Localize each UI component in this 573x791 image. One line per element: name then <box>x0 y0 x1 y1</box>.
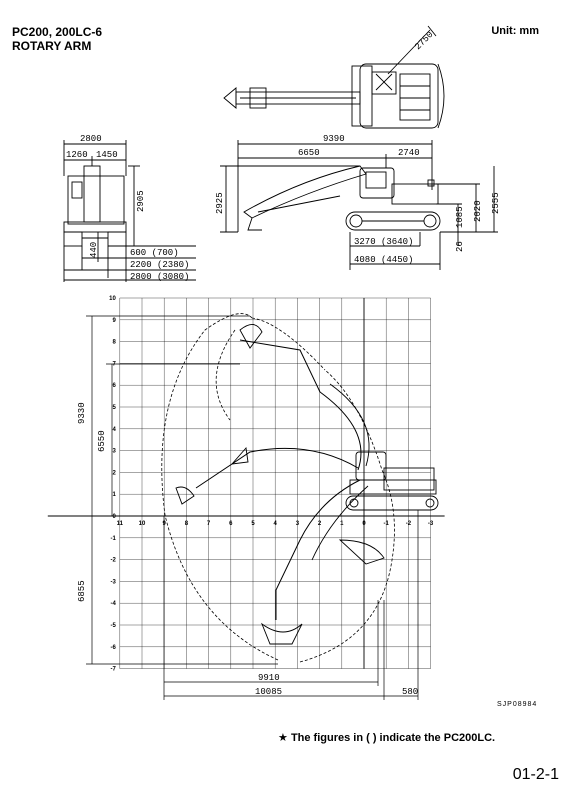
front-view-body <box>64 222 126 232</box>
axis-tick-label: 2 <box>317 521 322 527</box>
dim-text-dig-depth: 6855 <box>77 580 87 602</box>
top-view-track-left <box>352 66 372 126</box>
axis-tick-label: -6 <box>110 644 116 651</box>
dim-text-reach-ground: 9910 <box>258 673 280 683</box>
axis-tick-label: -3 <box>427 521 434 527</box>
axis-tick-label: -2 <box>405 521 412 527</box>
drawing-reference: SJP08984 <box>497 701 538 708</box>
dim-text-track-length: 4080 (4450) <box>354 255 414 265</box>
axis-tick-label: 5 <box>112 405 116 411</box>
wr-bucket-mid <box>176 487 194 504</box>
axis-tick-label: 9 <box>112 317 116 324</box>
dim-text-front-width: 2800 <box>80 134 102 144</box>
dim-text-side-height: 2925 <box>215 192 225 214</box>
top-view-counterweight <box>438 64 444 128</box>
top-view-engine-hood <box>400 74 430 120</box>
dim-text-shoe: 600 (700) <box>130 248 179 258</box>
axis-tick-label: -2 <box>110 557 116 564</box>
wr-boom-deep <box>273 480 360 620</box>
dim-text-front-sub2: 1450 <box>96 150 118 160</box>
dim-text-overall-length: 9390 <box>323 134 345 144</box>
model-title: PC200, 200LC-6 <box>12 25 103 39</box>
dim-text-gauge: 2200 (2380) <box>130 260 190 270</box>
axis-tick-label: -5 <box>110 623 116 629</box>
axis-tick-label: 5 <box>251 521 255 527</box>
working-range-dims <box>86 316 418 700</box>
axis-tick-label: 6 <box>229 521 233 527</box>
dim-text-2750: 2750 <box>413 29 436 53</box>
axis-tick-label: 4 <box>273 521 277 527</box>
dim-text-track-width: 2800 (3080) <box>130 272 190 282</box>
axis-tick-label: -7 <box>110 666 116 673</box>
front-view-track-left <box>64 232 82 246</box>
working-range-ticks <box>109 296 434 673</box>
wr-bucket-high <box>240 324 262 348</box>
page-number: 01-2-1 <box>512 766 559 783</box>
front-view-cab <box>68 176 124 224</box>
axis-tick-label: 1 <box>340 521 344 527</box>
dim-text-ground: 440 <box>89 241 99 258</box>
dim-text-rear-length: 2740 <box>398 148 420 158</box>
star-icon: ★ <box>278 732 288 744</box>
wr-boom-mid <box>196 448 358 488</box>
side-view-engine <box>392 184 438 204</box>
dim-text-front-length: 6650 <box>298 148 320 158</box>
axis-tick-label: 3 <box>112 448 116 455</box>
top-view-cab <box>372 72 396 94</box>
axis-tick-label: 10 <box>138 521 146 527</box>
axis-tick-label: 2 <box>112 470 116 477</box>
axis-tick-label: -1 <box>110 535 116 542</box>
section-title: ROTARY ARM <box>12 39 92 53</box>
dim-text-overall-height: 2555 <box>491 192 501 214</box>
axis-tick-label: 8 <box>112 339 116 346</box>
dim-text-max-height: 9330 <box>77 402 87 424</box>
axis-tick-label: 3 <box>295 521 300 527</box>
dim-text-cab-height: 2020 <box>473 200 483 222</box>
dim-text-tail: 580 <box>402 687 419 697</box>
side-view-boom <box>244 166 366 218</box>
wr-bucket-deep <box>262 624 302 644</box>
dim-text-front-sub1: 1260 <box>66 150 88 160</box>
dim-text-max-reach: 10085 <box>255 687 283 697</box>
footnote <box>278 731 495 744</box>
wr-track <box>346 496 438 510</box>
axis-tick-label: 10 <box>109 296 116 302</box>
axis-tick-label: 0 <box>112 514 116 520</box>
working-range-excavator <box>176 324 438 644</box>
axis-tick-label: 11 <box>116 521 123 527</box>
axis-tick-label: -1 <box>383 521 389 527</box>
dim-text-clearance: 26 <box>455 241 465 252</box>
working-range-grid <box>48 298 445 669</box>
axis-tick-label: 9 <box>162 521 166 527</box>
axis-tick-label: 0 <box>362 521 366 527</box>
top-view <box>224 26 444 128</box>
dim-text-counterweight-clearance: 1085 <box>455 206 465 228</box>
front-view-boom <box>84 166 100 222</box>
dim-text-tumbler: 3270 (3640) <box>354 237 414 247</box>
dim-text-front-height: 2905 <box>136 190 146 212</box>
footnote-text: The figures in ( ) indicate the PC200LC. <box>290 732 496 744</box>
axis-tick-label: 6 <box>112 383 116 390</box>
side-view-bucket <box>248 218 262 230</box>
top-view-bucket <box>224 88 236 108</box>
axis-tick-label: -4 <box>110 601 116 608</box>
axis-tick-label: 1 <box>112 492 116 499</box>
axis-tick-label: -3 <box>110 579 116 586</box>
axis-tick-label: 4 <box>112 426 116 433</box>
wr-engine <box>384 468 434 490</box>
front-view-track-right <box>108 232 126 246</box>
unit-label: Unit: mm <box>491 25 539 37</box>
dim-text-dump-height: 6550 <box>97 430 107 452</box>
axis-tick-label: 8 <box>184 521 189 527</box>
axis-tick-label: 7 <box>206 521 211 527</box>
axis-tick-label: 7 <box>112 361 116 368</box>
